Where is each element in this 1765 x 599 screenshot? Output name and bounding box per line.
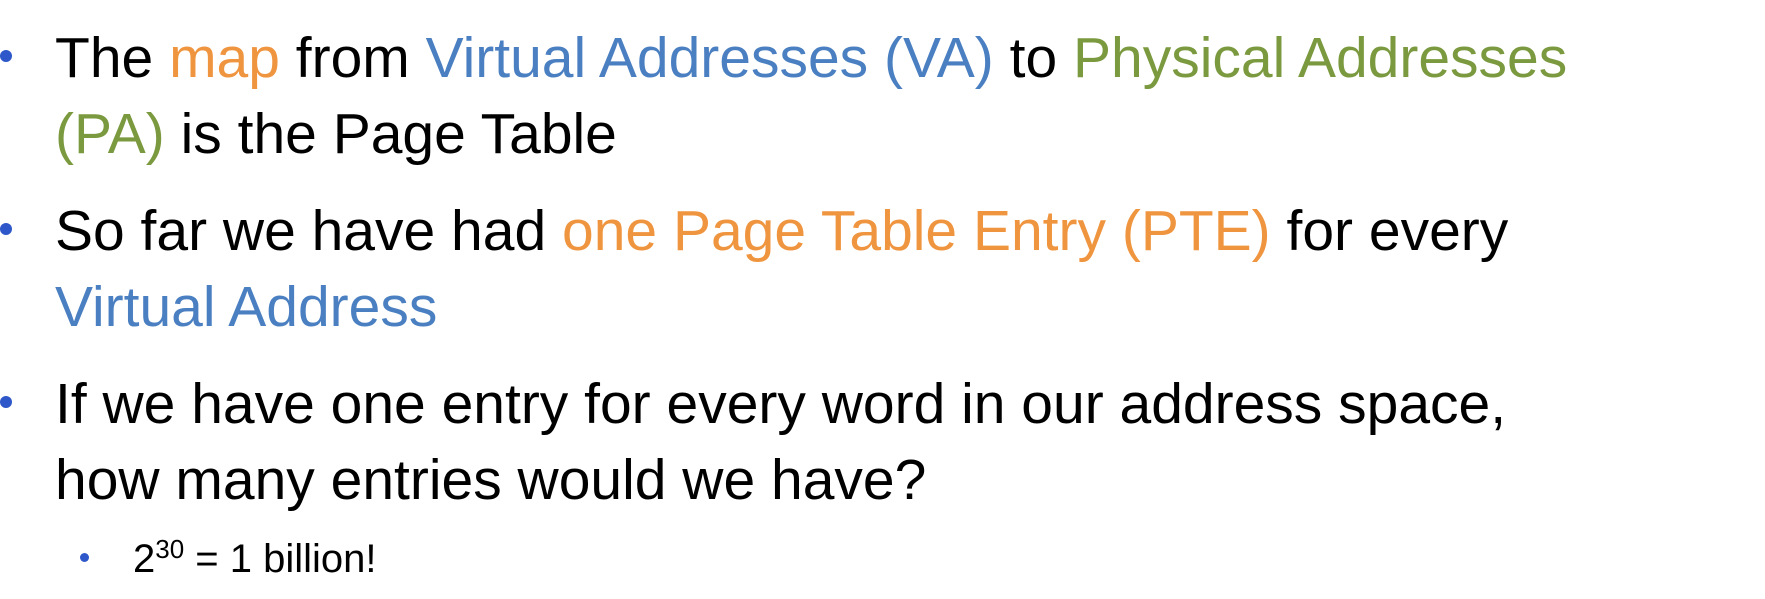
answer-text: = 1 billion! — [184, 537, 377, 581]
bullet-text — [55, 366, 1755, 518]
sub-bullet-text — [133, 533, 1765, 585]
bullet-line: how many entries would we have? — [55, 448, 927, 512]
highlight-virtual-addresses: Virtual Addresses (VA) — [425, 26, 994, 90]
bullet-line: If we have one entry for every word in our address space, — [55, 372, 1507, 436]
text-segment: from — [279, 26, 426, 90]
text-segment: is the Page Table — [164, 102, 617, 166]
bullet-dot-icon — [0, 50, 12, 62]
bullet-text — [55, 193, 1755, 345]
sub-bullet-dot-icon — [80, 553, 89, 562]
power-exponent: 30 — [155, 534, 185, 564]
bullet-dot-icon — [0, 223, 12, 235]
highlight-map: map — [169, 26, 280, 90]
bullet-dot-icon — [0, 396, 12, 408]
text-segment: So far we have had — [55, 199, 562, 263]
highlight-pte: one Page Table Entry (PTE) — [562, 199, 1271, 263]
bullet-line — [55, 20, 1755, 96]
bullet-text — [55, 20, 1755, 172]
highlight-pa: (PA) — [55, 102, 165, 166]
bullet-line — [55, 96, 1755, 172]
power-base: 2 — [133, 537, 156, 581]
text-segment: to — [993, 26, 1073, 90]
highlight-virtual-address: Virtual Address — [55, 275, 438, 339]
bullet-line — [55, 269, 1755, 345]
bullet-line — [55, 193, 1755, 269]
text-segment: for every — [1270, 199, 1509, 263]
text-segment: The — [55, 26, 170, 90]
highlight-physical-addresses: Physical Addresses — [1073, 26, 1568, 90]
